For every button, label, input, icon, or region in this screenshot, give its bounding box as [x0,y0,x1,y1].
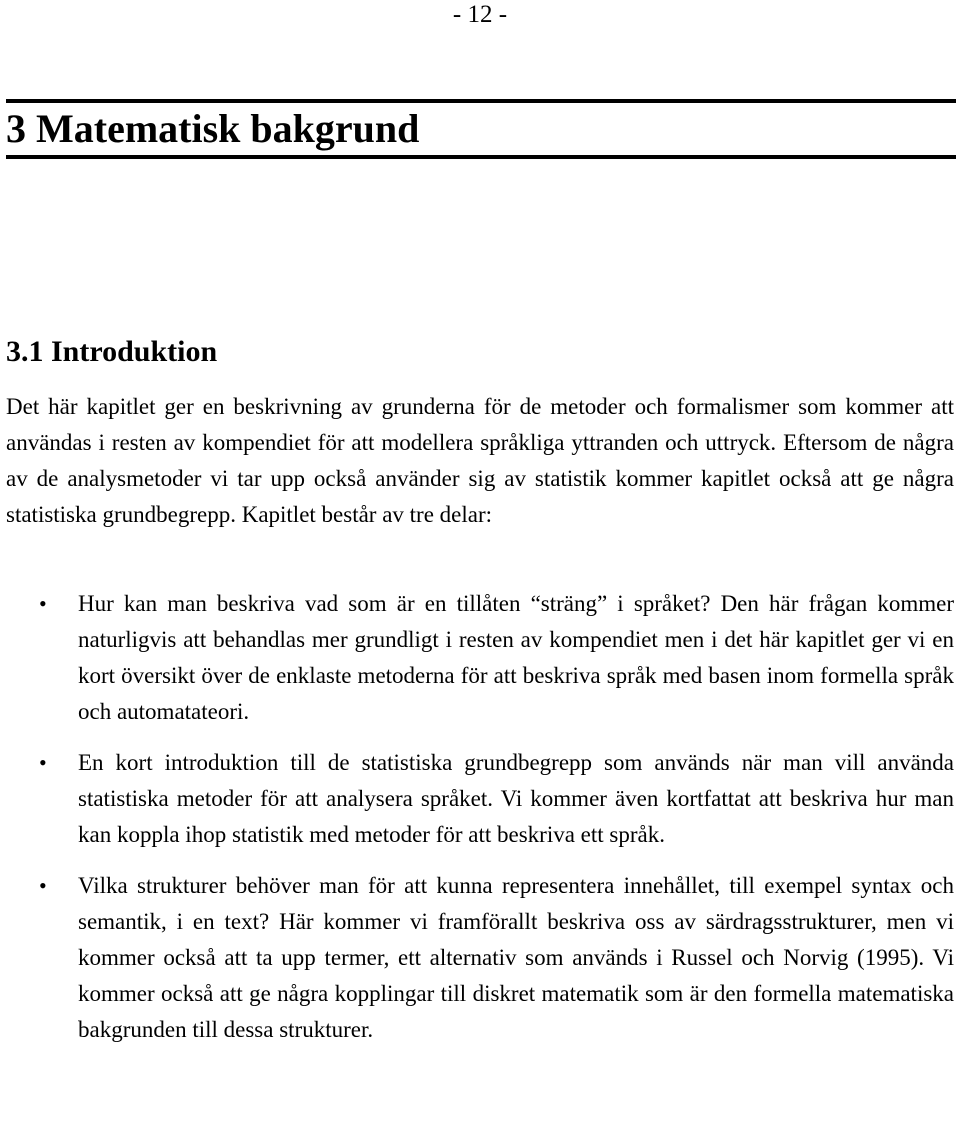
chapter-title: 3 Matematisk bakgrund [6,106,420,151]
page-number: - 12 - [452,1,508,28]
list-item [6,868,954,1048]
list-item [6,745,954,853]
intro-paragraph: Det här kapitlet ger en beskrivning av grunderna för de metoder och formalismer som kommer att användas i resten av kompendiet för att modellera språkliga yttranden och uttryck. Eftersom de några av de analysmetoder vi tar upp också använder sig av statistik kommer kapitlet också att ge några statistiska grundbegrepp. Kapitlet består av tre delar: [6,394,954,527]
bullet-marker: • [39,750,47,775]
bullet-marker: • [39,591,47,616]
list-item [6,586,954,730]
bullet-list [6,586,954,1048]
list-item-text: Vilka strukturer behöver man för att kunna representera innehållet, till exempel syntax och semantik, i en text? Här kommer vi framförallt beskriva oss av särdragsstrukturer, men vi kommer också att ta upp termer, ett alternativ som används i Russel och Norvig (1995). Vi kommer också att ge några kopplingar till diskret matematik som är den formella matematiska bakgrunden till dessa strukturer. [78,873,954,1042]
chapter-rule-top [6,99,956,103]
list-item-text: En kort introduktion till de statistiska grundbegrepp som används när man vill använda statistiska metoder för att analysera språket. Vi kommer även kortfattat att beskriva hur man kan koppla ihop statistik med metoder för att beskriva ett språk. [78,750,954,847]
section-title: 3.1 Introduktion [6,335,218,368]
chapter-rule-bottom [6,155,956,159]
bullet-marker: • [39,873,47,898]
list-item-text: Hur kan man beskriva vad som är en tillåten “sträng” i språket? Den här frågan kommer naturligvis att behandlas mer grundligt i resten av kompendiet men i det här kapitlet ger vi en kort översikt över de enklaste metoderna för att beskriva språk med basen inom formella språk och automatateori. [78,591,954,724]
